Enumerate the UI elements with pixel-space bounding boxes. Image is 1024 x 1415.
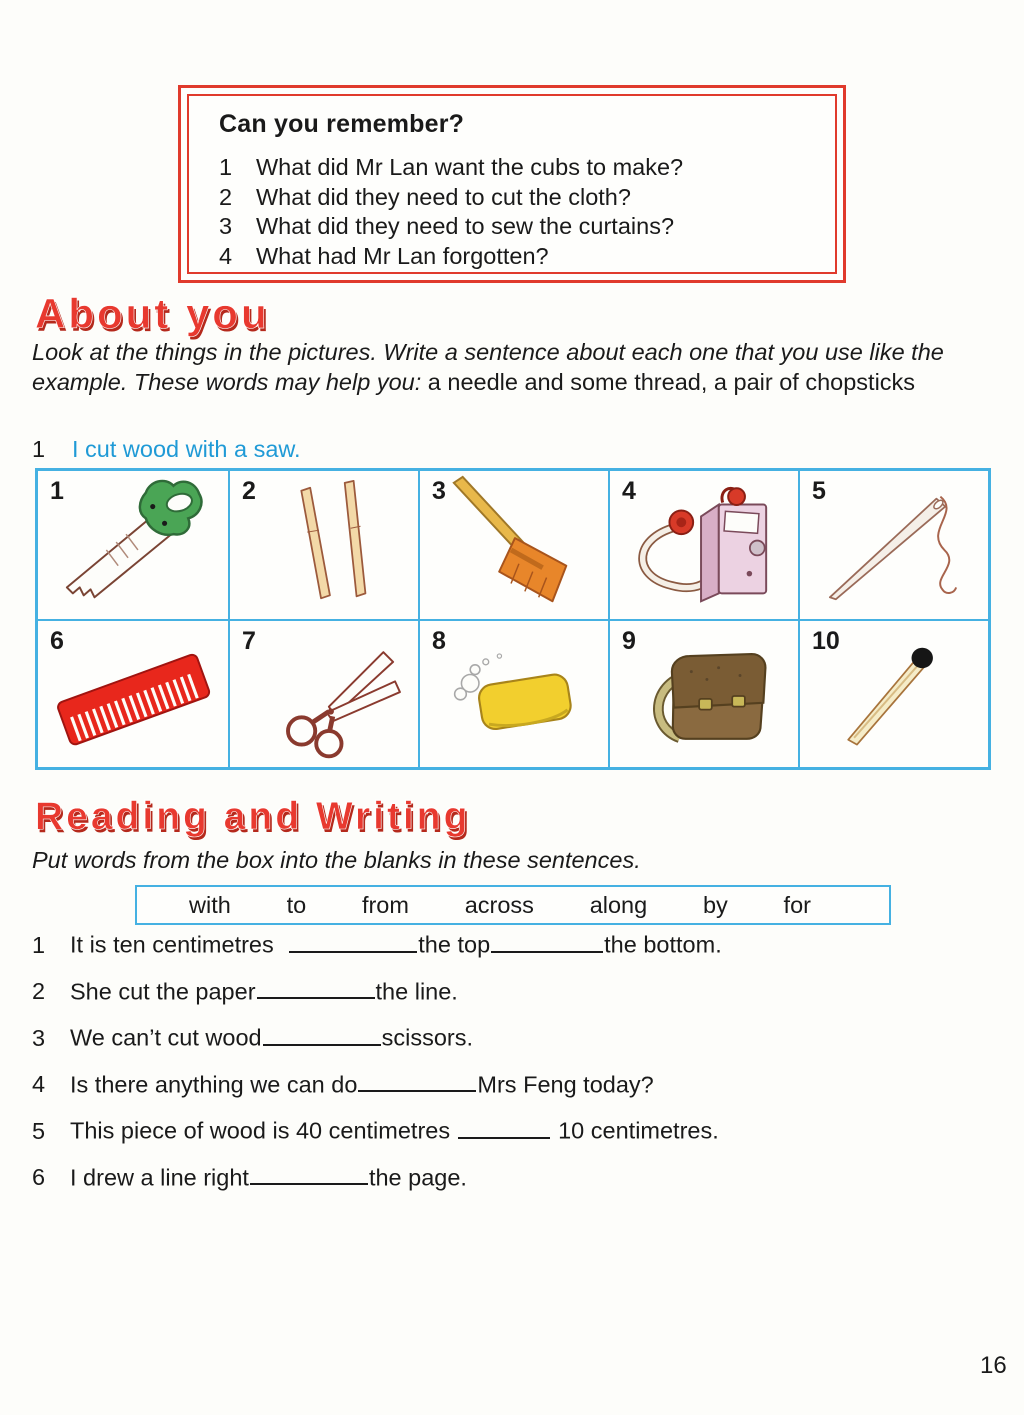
cell-number: 6 [50, 627, 64, 655]
comb-icon [38, 621, 228, 767]
fill-blank [263, 1022, 381, 1046]
about-instructions-italic: Look at the things in the pictures. Write a sentence about each one that you use like the example. These words may help you: [32, 339, 944, 395]
cell-number: 1 [50, 477, 64, 505]
cell-number: 3 [432, 477, 446, 505]
cell-number: 10 [812, 627, 840, 655]
sentence-text-segment: I drew a line right [70, 1164, 249, 1190]
word-item: by [702, 891, 728, 918]
grid-cell-broom [418, 471, 608, 619]
question-number: 3 [219, 213, 233, 239]
word-item: for [783, 891, 811, 918]
rw-instructions: Put words from the box into the blanks in these sentences. [32, 847, 641, 873]
sentence-number: 2 [32, 978, 46, 1004]
word-item: across [464, 891, 534, 918]
broom-icon [420, 471, 608, 619]
heading-reading-writing: Reading and Writing [35, 795, 471, 838]
sentence-number: 5 [32, 1117, 46, 1144]
grid-cell-scissors [228, 619, 418, 767]
fill-blank [257, 976, 375, 1000]
sentence-text-segment: the top [418, 931, 491, 958]
sentence-row [32, 1162, 992, 1209]
question-number: 2 [219, 183, 233, 210]
sentence-text-segment: Mrs Feng today? [477, 1071, 654, 1097]
sentence-row [32, 1115, 992, 1162]
sentence-text-segment: Is there anything we can do [70, 1071, 358, 1097]
question-row [219, 153, 825, 183]
word-item: from [361, 891, 409, 918]
question-row [219, 183, 825, 213]
question-number: 1 [219, 154, 233, 180]
sentence-text-segment: She cut the paper [70, 978, 256, 1004]
sentence-text-segment: the page. [368, 1164, 467, 1190]
fill-blank [458, 1115, 550, 1139]
saw-icon [38, 471, 228, 619]
remember-box-inner [187, 94, 837, 274]
sentence-row [32, 976, 992, 1023]
question-text: What did they need to cut the cloth? [256, 183, 631, 210]
sentence-text-segment: It is ten centimetres [70, 931, 281, 958]
word-box [135, 885, 891, 925]
grid-cell-match [798, 619, 988, 767]
sentence-text-segment: 10 centimetres. [558, 1117, 719, 1144]
fill-blank [289, 929, 417, 953]
cell-number: 8 [432, 627, 446, 655]
sentence-number: 1 [32, 931, 46, 958]
fill-blank [491, 929, 603, 953]
question-number: 4 [219, 242, 233, 269]
question-text: What did Mr Lan want the cubs to make? [256, 154, 684, 180]
sentence-text-segment: the bottom. [604, 931, 722, 958]
scissors-icon [230, 621, 418, 767]
cell-number: 9 [622, 627, 636, 655]
cassette-player-icon [610, 471, 798, 619]
example-number: 1 [32, 436, 46, 462]
cell-number: 2 [242, 477, 256, 505]
sentence-row [32, 1022, 992, 1069]
heading-about-you: About you [35, 290, 270, 337]
about-instructions [32, 338, 988, 397]
about-instructions-regular: a needle and some thread, a pair of chopsticks [421, 368, 916, 395]
remember-box-title: Can you remember? [219, 110, 465, 138]
sentence-number: 3 [32, 1024, 46, 1051]
chopsticks-icon [230, 471, 418, 619]
bag-icon [610, 621, 798, 767]
sentence-text-segment: We can’t cut wood [70, 1024, 262, 1051]
grid-cell-cassette-player [608, 471, 798, 619]
fill-blank [358, 1069, 476, 1093]
grid-cell-comb [38, 619, 228, 767]
cell-number: 4 [622, 477, 636, 505]
sentence-text-segment: scissors. [381, 1024, 473, 1051]
cell-number: 5 [812, 477, 826, 505]
question-row [219, 212, 825, 242]
word-item: to [286, 891, 307, 918]
example-text: I cut wood with a saw. [72, 436, 301, 462]
fill-blank [250, 1162, 368, 1186]
word-item: along [589, 891, 648, 918]
page-number: 16 [980, 1352, 1007, 1379]
sentence-row [32, 1069, 992, 1116]
cell-number: 7 [242, 627, 256, 655]
soap-icon [420, 621, 608, 767]
sentence-text-segment: the line. [375, 978, 458, 1004]
grid-cell-chopsticks [228, 471, 418, 619]
word-item: with [189, 891, 231, 918]
question-text: What did they need to sew the curtains? [256, 213, 675, 239]
question-row [219, 242, 825, 272]
grid-cell-needle [798, 471, 988, 619]
remember-box [178, 85, 846, 283]
grid-cell-soap [418, 619, 608, 767]
needle-icon [800, 471, 988, 619]
sentence-number: 4 [32, 1071, 46, 1097]
grid-cell-bag [608, 619, 798, 767]
example-sentence [32, 436, 301, 463]
sentence-text-segment: This piece of wood is 40 centimetres [70, 1117, 451, 1144]
sentence-list [32, 929, 992, 1208]
question-text: What had Mr Lan forgotten? [256, 242, 549, 269]
sentence-number: 6 [32, 1164, 46, 1190]
sentence-row [32, 929, 992, 976]
grid-cell-saw [38, 471, 228, 619]
picture-grid [35, 468, 991, 770]
